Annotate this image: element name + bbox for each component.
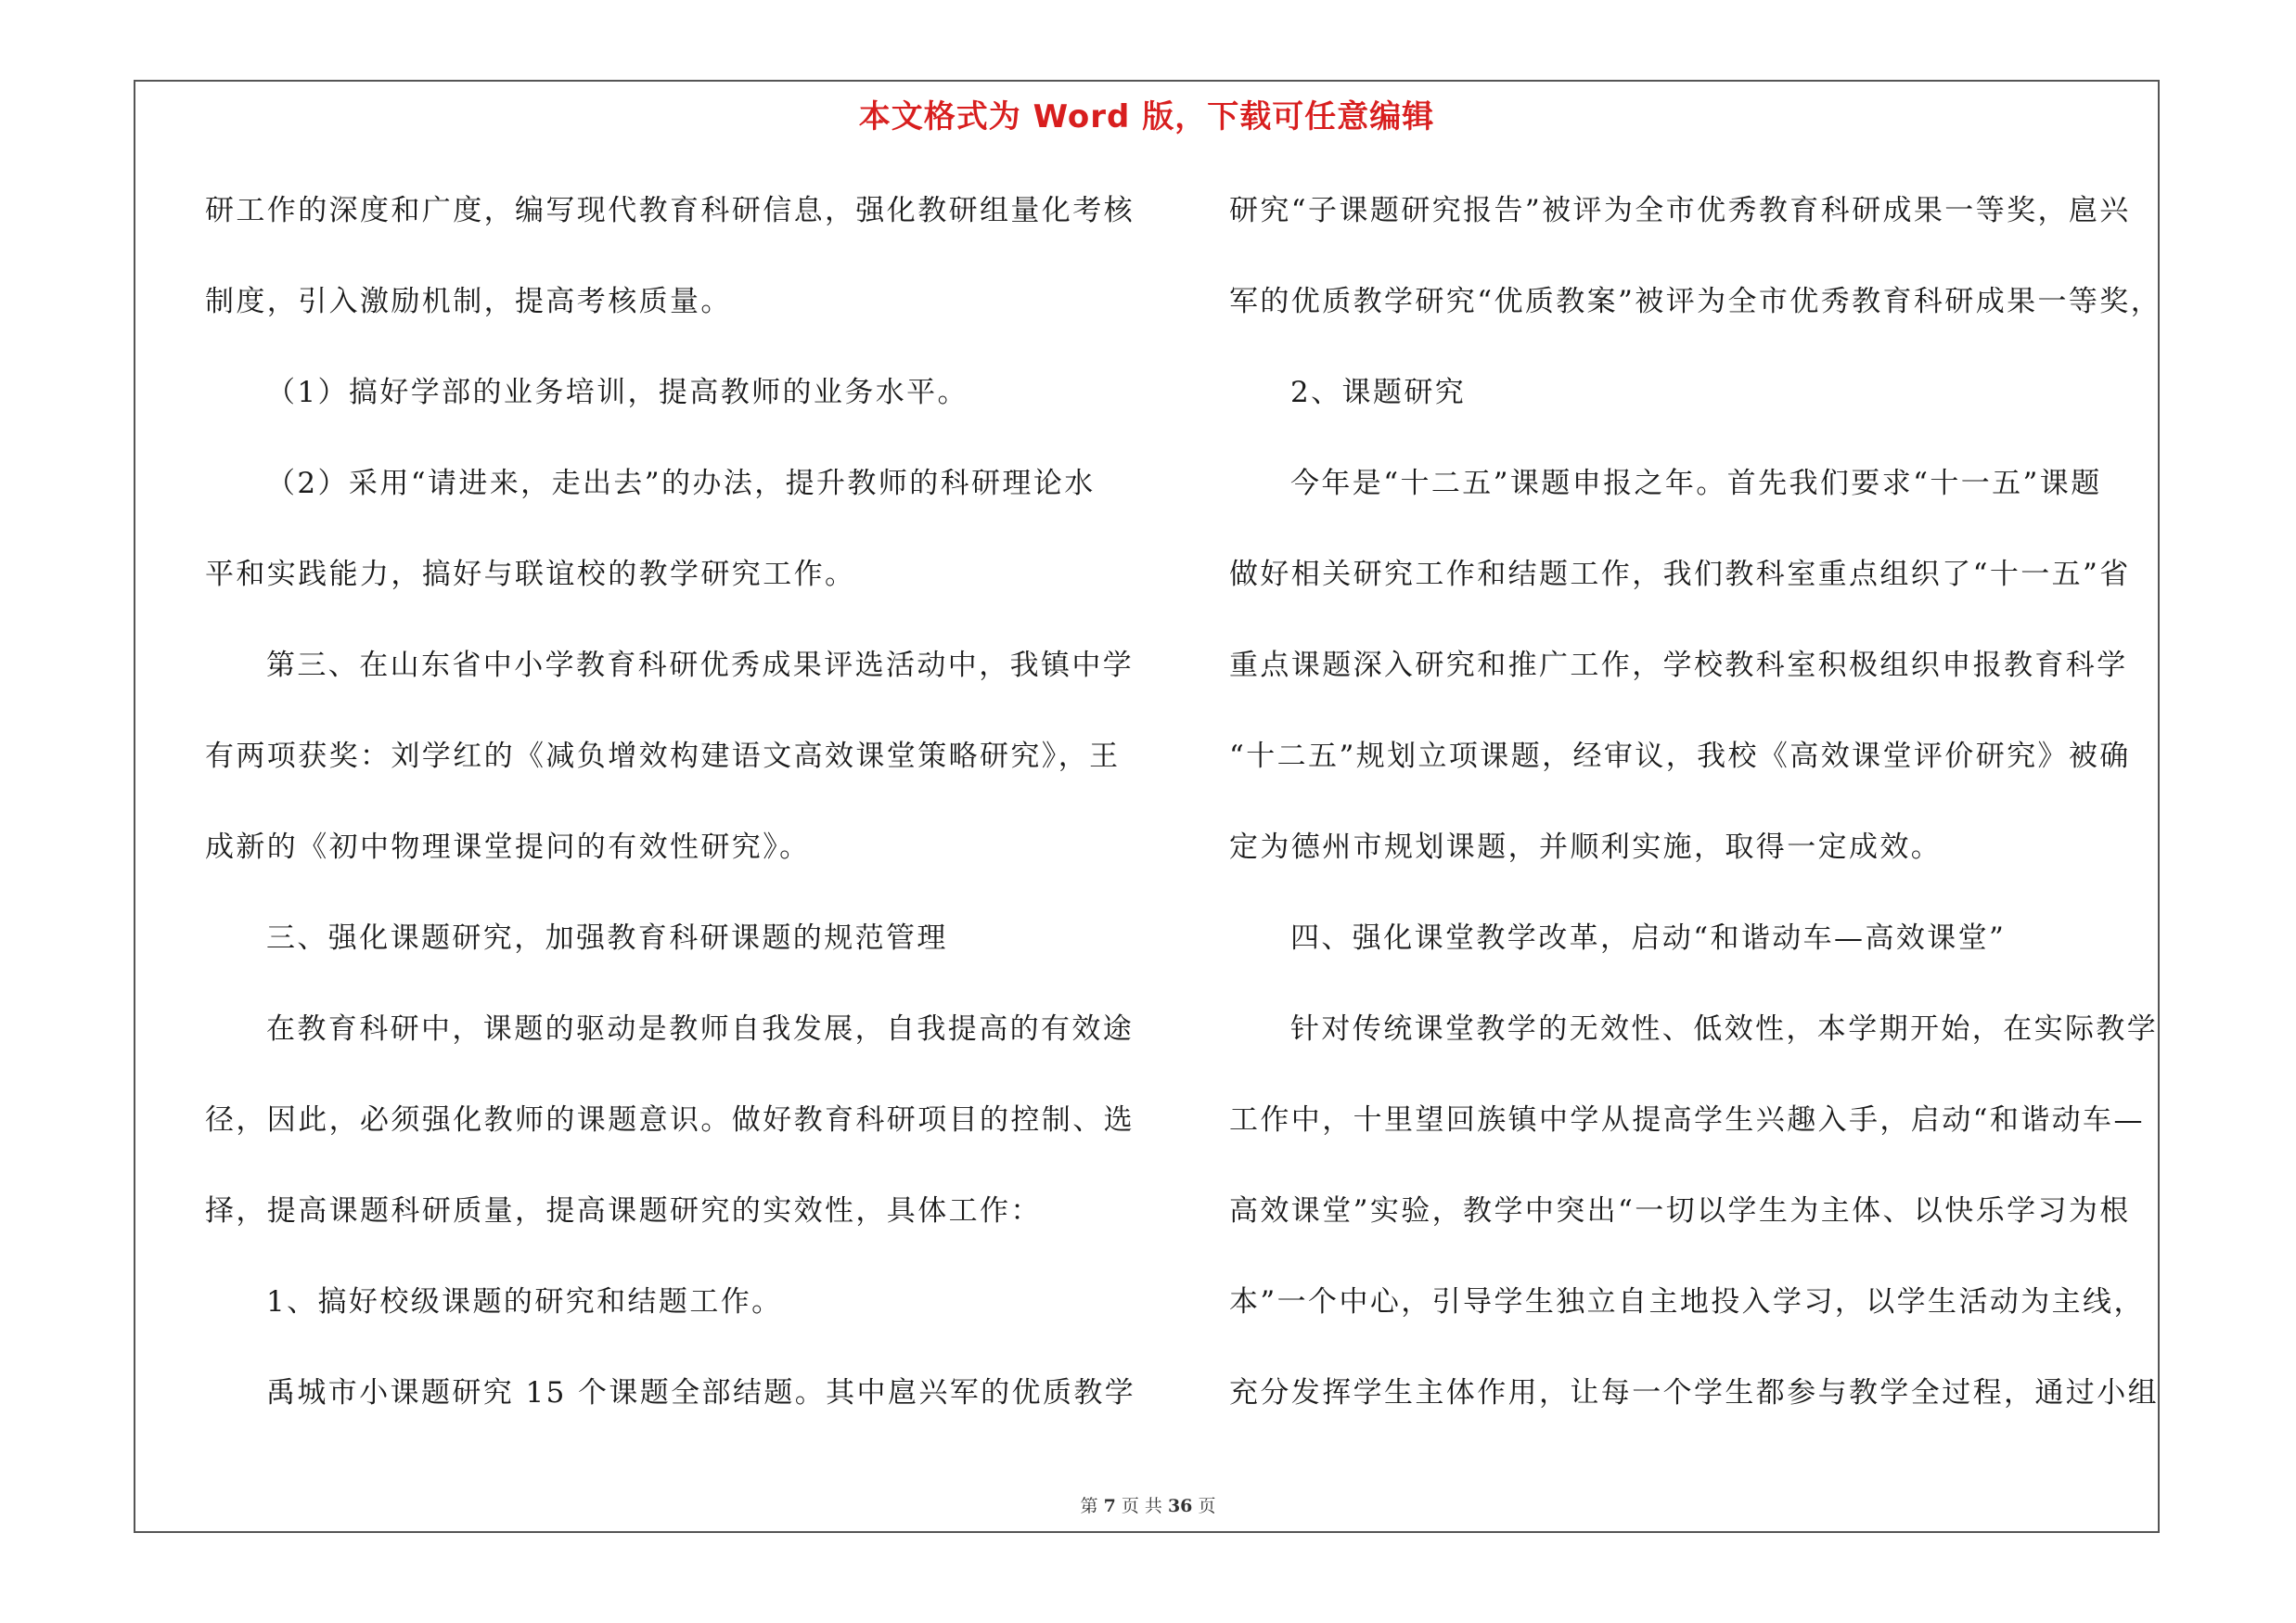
text-line: 针对传统课堂教学的无效性、低效性，本学期开始，在实际教学 — [1290, 1012, 2159, 1046]
page-number-footer — [0, 1492, 2296, 1517]
text-line: 禹城市小课题研究 15 个课题全部结题。其中扈兴军的优质教学 — [266, 1376, 1136, 1410]
text-line: 做好相关研究工作和结题工作，我们教科室重点组织了“十一五”省 — [1229, 558, 2131, 591]
text-line: 定为德州市规划课题，并顺利实施，取得一定成效。 — [1229, 831, 1943, 864]
text-line: 今年是“十二五”课题申报之年。首先我们要求“十一五”课题 — [1290, 467, 2102, 500]
editable-format-banner: 本文格式为 Word 版，下载可任意编辑 — [858, 98, 1435, 135]
text-line: 充分发挥学生主体作用，让每一个学生都参与教学全过程，通过小组 — [1229, 1376, 2159, 1410]
text-line: 择，提高课题科研质量，提高课题研究的实效性，具体工作： — [205, 1194, 1042, 1228]
text-line: 高效课堂”实验，教学中突出“一切以学生为主体、以快乐学习为根 — [1229, 1194, 2131, 1228]
right-text-column — [1229, 182, 2162, 1455]
text-line: 研究“子课题研究报告”被评为全市优秀教育科研成果一等奖，扈兴 — [1229, 194, 2131, 227]
text-line: “十二五”规划立项课题，经审议，我校《高效课堂评价研究》被确 — [1229, 740, 2131, 773]
text-line: 制度，引入激励机制，提高考核质量。 — [205, 285, 732, 318]
text-line: 三、强化课题研究，加强教育科研课题的规范管理 — [266, 921, 948, 955]
text-line: 四、强化课堂教学改革，启动“和谐动车—高效课堂” — [1290, 921, 2007, 955]
text-line: 本”一个中心，引导学生独立自主地投入学习，以学生活动为主线， — [1229, 1285, 2145, 1319]
footer-prefix: 第 — [1080, 1496, 1098, 1516]
text-line: 有两项获奖：刘学红的《减负增效构建语文高效课堂策略研究》，王 — [205, 740, 1121, 773]
left-text-column — [205, 182, 1136, 1455]
text-line: 径，因此，必须强化教师的课题意识。做好教育科研项目的控制、选 — [205, 1103, 1135, 1137]
text-line: 1、搞好校级课题的研究和结题工作。 — [266, 1285, 783, 1319]
text-line: 平和实践能力，搞好与联谊校的教学研究工作。 — [205, 558, 856, 591]
text-line: 重点课题深入研究和推广工作，学校教科室积极组织申报教育科学 — [1229, 649, 2128, 682]
text-line: 军的优质教学研究“优质教案”被评为全市优秀教育科研成果一等奖， — [1229, 285, 2162, 318]
text-line: 研工作的深度和广度，编写现代教育科研信息，强化教研组量化考核 — [205, 194, 1135, 227]
text-line: 工作中，十里望回族镇中学从提高学生兴趣入手，启动“和谐动车— — [1229, 1103, 2145, 1137]
text-line: 在教育科研中，课题的驱动是教师自我发展，自我提高的有效途 — [266, 1012, 1135, 1046]
total-page-count: 36 — [1167, 1496, 1193, 1516]
text-line: 2、课题研究 — [1290, 376, 1467, 409]
footer-suffix: 页 — [1198, 1496, 1216, 1516]
current-page-number: 7 — [1103, 1496, 1116, 1516]
footer-middle: 页 共 — [1121, 1496, 1162, 1516]
text-line: （1）搞好学部的业务培训，提高教师的业务水平。 — [266, 376, 968, 409]
text-line: 成新的《初中物理课堂提问的有效性研究》。 — [205, 831, 811, 864]
text-line: 第三、在山东省中小学教育科研优秀成果评选活动中，我镇中学 — [266, 649, 1135, 682]
text-line: （2）采用“请进来，走出去”的办法，提升教师的科研理论水 — [266, 467, 1096, 500]
